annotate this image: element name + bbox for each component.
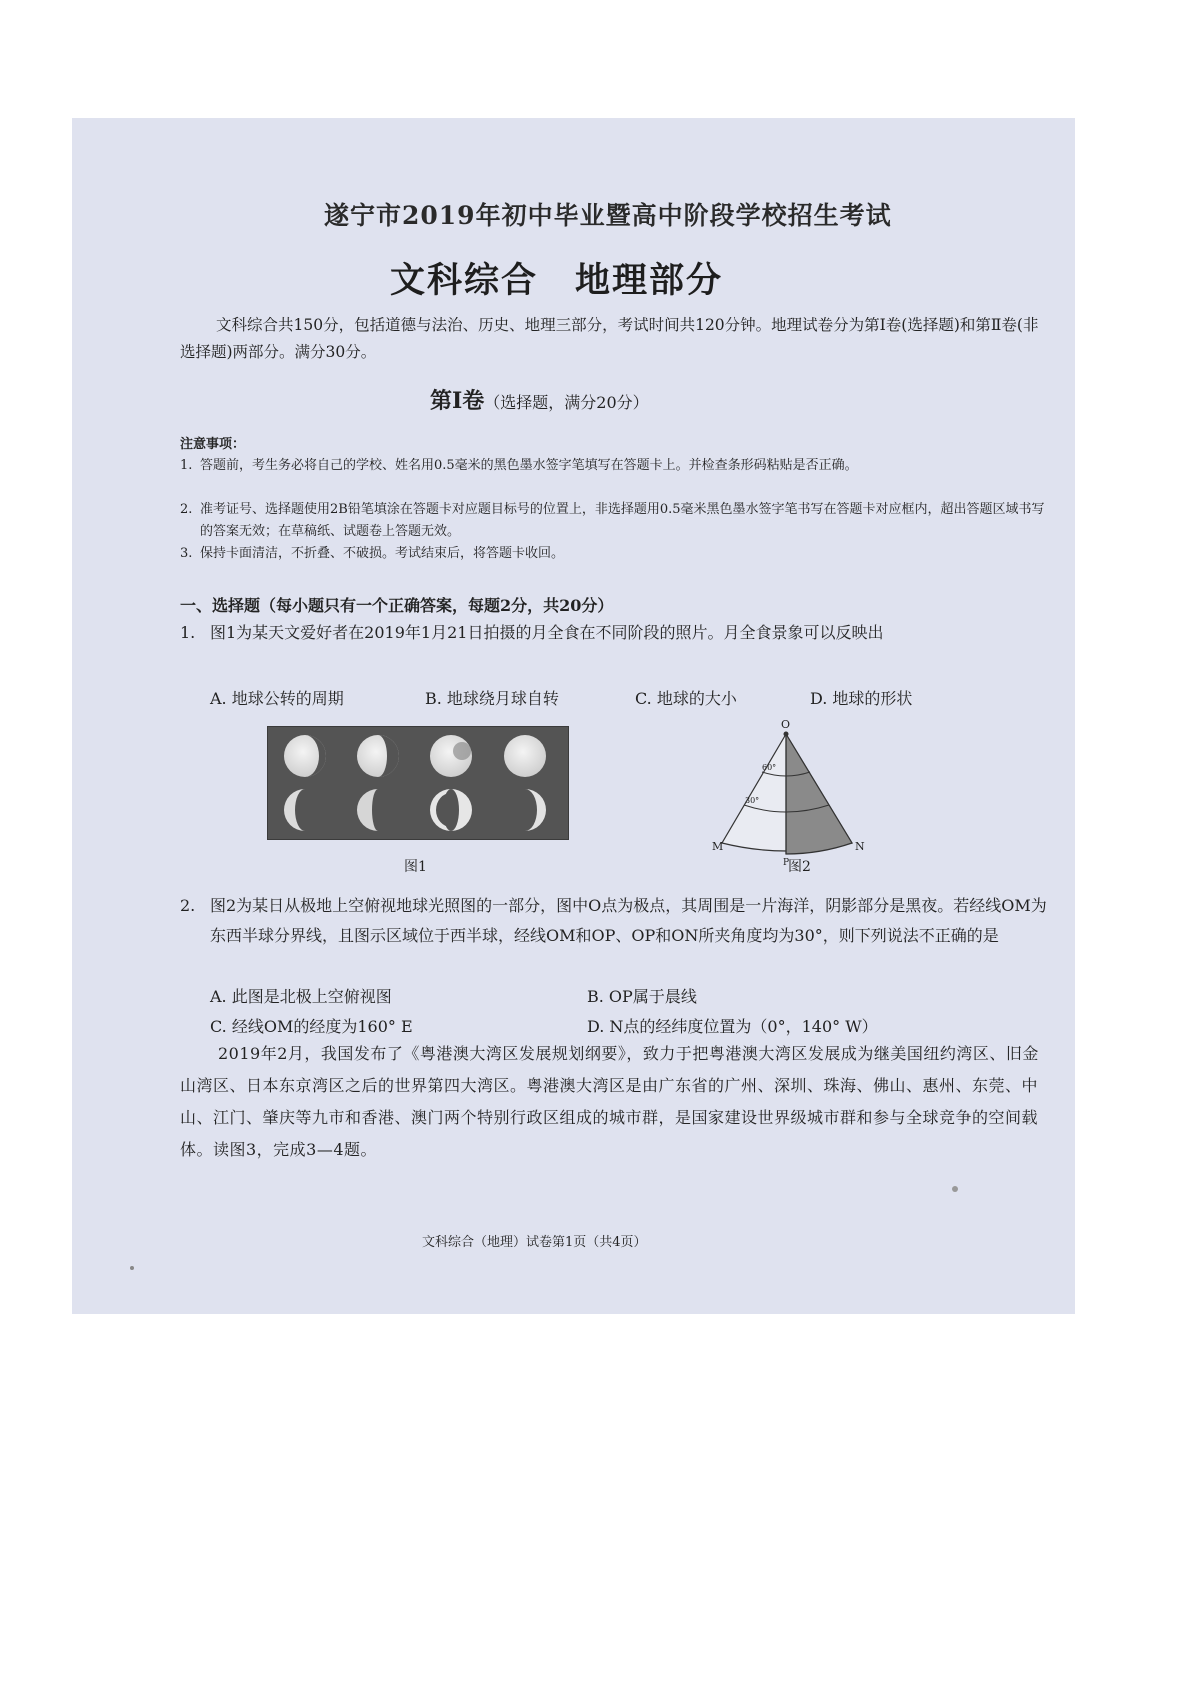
moon-phase [284, 789, 305, 831]
moon-phase [430, 789, 472, 831]
scan-speck [130, 1266, 134, 1270]
moon-phase [504, 735, 546, 777]
volume-heading [430, 384, 649, 415]
q2-option-b: B. OP属于晨线 [587, 987, 697, 1006]
label-o: O [781, 718, 791, 731]
exam-title: 遂宁市2019年初中毕业暨高中阶段学校招生考试 [324, 201, 892, 230]
fig1-caption: 图1 [404, 859, 427, 875]
notice-item [180, 543, 1052, 565]
notice-item-text: 答题前，考生务必将自己的学校、姓名用0.5毫米的黑色墨水签字笔填写在答题卡上。并检查条形码粘贴是否正确。 [200, 458, 858, 473]
volume-title: 第Ⅰ卷 [430, 388, 485, 414]
exam-intro: 文科综合共150分，包括道德与法治、历史、地理三部分，考试时间共120分钟。地理试卷分为第Ⅰ卷(选择题)和第Ⅱ卷(非选择题)两部分。满分30分。 [180, 316, 1039, 361]
fig2-caption: 图2 [788, 859, 811, 875]
notice-heading: 注意事项： [180, 437, 246, 452]
q1-option-d: D. 地球的形状 [810, 689, 913, 708]
label-60: 60° [762, 763, 777, 772]
question-number: 2. [180, 896, 196, 915]
question-1 [180, 618, 1052, 648]
notice-item-number: 3. [180, 546, 193, 561]
moon-phase [357, 789, 378, 831]
label-m: M [712, 840, 724, 853]
moon-phase [525, 789, 546, 831]
scan-speck [952, 1186, 958, 1192]
notice-item-text: 准考证号、选择题使用2B铅笔填涂在答题卡对应题目标号的位置上，非选择题用0.5毫米黑色墨水签字笔书写在答题卡对应框内，超出答题区域书写的答案无效；在草稿纸、试题卷上答题无效。 [200, 502, 1045, 539]
q1-option-c: C. 地球的大小 [635, 689, 737, 708]
notice-item-number: 2. [180, 502, 193, 517]
subject-title: 文科综合 地理部分 [390, 260, 724, 301]
question-number: 1. [180, 623, 196, 642]
reading-passage: 2019年2月，我国发布了《粤港澳大湾区发展规划纲要》，致力于把粤港澳大湾区发展成为继美国纽约湾区、旧金山湾区、日本东京湾区之后的世界第四大湾区。粤港澳大湾区是由广东省的广州、深圳、珠海、佛山、惠州、东莞、中山、江门、肇庆等九市和香港、澳门两个特别行政区组成的城市群，是国家建设世界级城市群和参与全球竞争的空间载体。读图3，完成3—4题。 [180, 1044, 1039, 1159]
notice-item-text: 保持卡面清洁，不折叠、不破损。考试结束后，将答题卡收回。 [200, 546, 565, 561]
q2-option-d: D. N点的经纬度位置为（0°，140° W） [587, 1017, 878, 1036]
question-stem: 图1为某天文爱好者在2019年1月21日拍摄的月全食在不同阶段的照片。月全食景象可以反映出 [210, 623, 884, 642]
q1-option-a: A. 地球公转的周期 [210, 689, 344, 708]
scanned-exam-page [72, 118, 1075, 1314]
notice-item [180, 499, 1052, 543]
page-footer: 文科综合（地理）试卷第1页（共4页） [422, 1235, 647, 1250]
volume-note: （选择题，满分20分） [484, 393, 649, 412]
notice-item [180, 455, 1052, 477]
section-title: 一、选择题（每小题只有一个正确答案，每题2分，共20分） [180, 596, 614, 615]
eclipse-phases-image [268, 727, 568, 839]
lunar-eclipse-photo [267, 726, 569, 840]
polar-sector-drawing [712, 718, 872, 868]
notice-item-number: 1. [180, 458, 193, 473]
question-2 [180, 891, 1052, 951]
q1-option-b: B. 地球绕月球自转 [425, 689, 559, 708]
q2-option-a: A. 此图是北极上空俯视图 [210, 987, 392, 1006]
label-30: 30° [745, 796, 760, 805]
label-n: N [855, 840, 865, 853]
polar-illumination-diagram [712, 718, 872, 868]
moon-phase [430, 735, 472, 777]
q2-option-c: C. 经线OM的经度为160° E [210, 1017, 413, 1036]
question-stem: 图2为某日从极地上空俯视地球光照图的一部分，图中O点为极点，其周围是一片海洋，阴影部分是黑夜。若经线OM为东西半球分界线，且图示区域位于西半球，经线OM和OP、OP和ON所夹角度均为30°，则下列说法不正确的是 [210, 896, 1047, 945]
moon-phase [357, 735, 399, 777]
moon-phase [284, 735, 326, 777]
night-shadow [786, 734, 852, 854]
label-p: P [783, 858, 790, 868]
